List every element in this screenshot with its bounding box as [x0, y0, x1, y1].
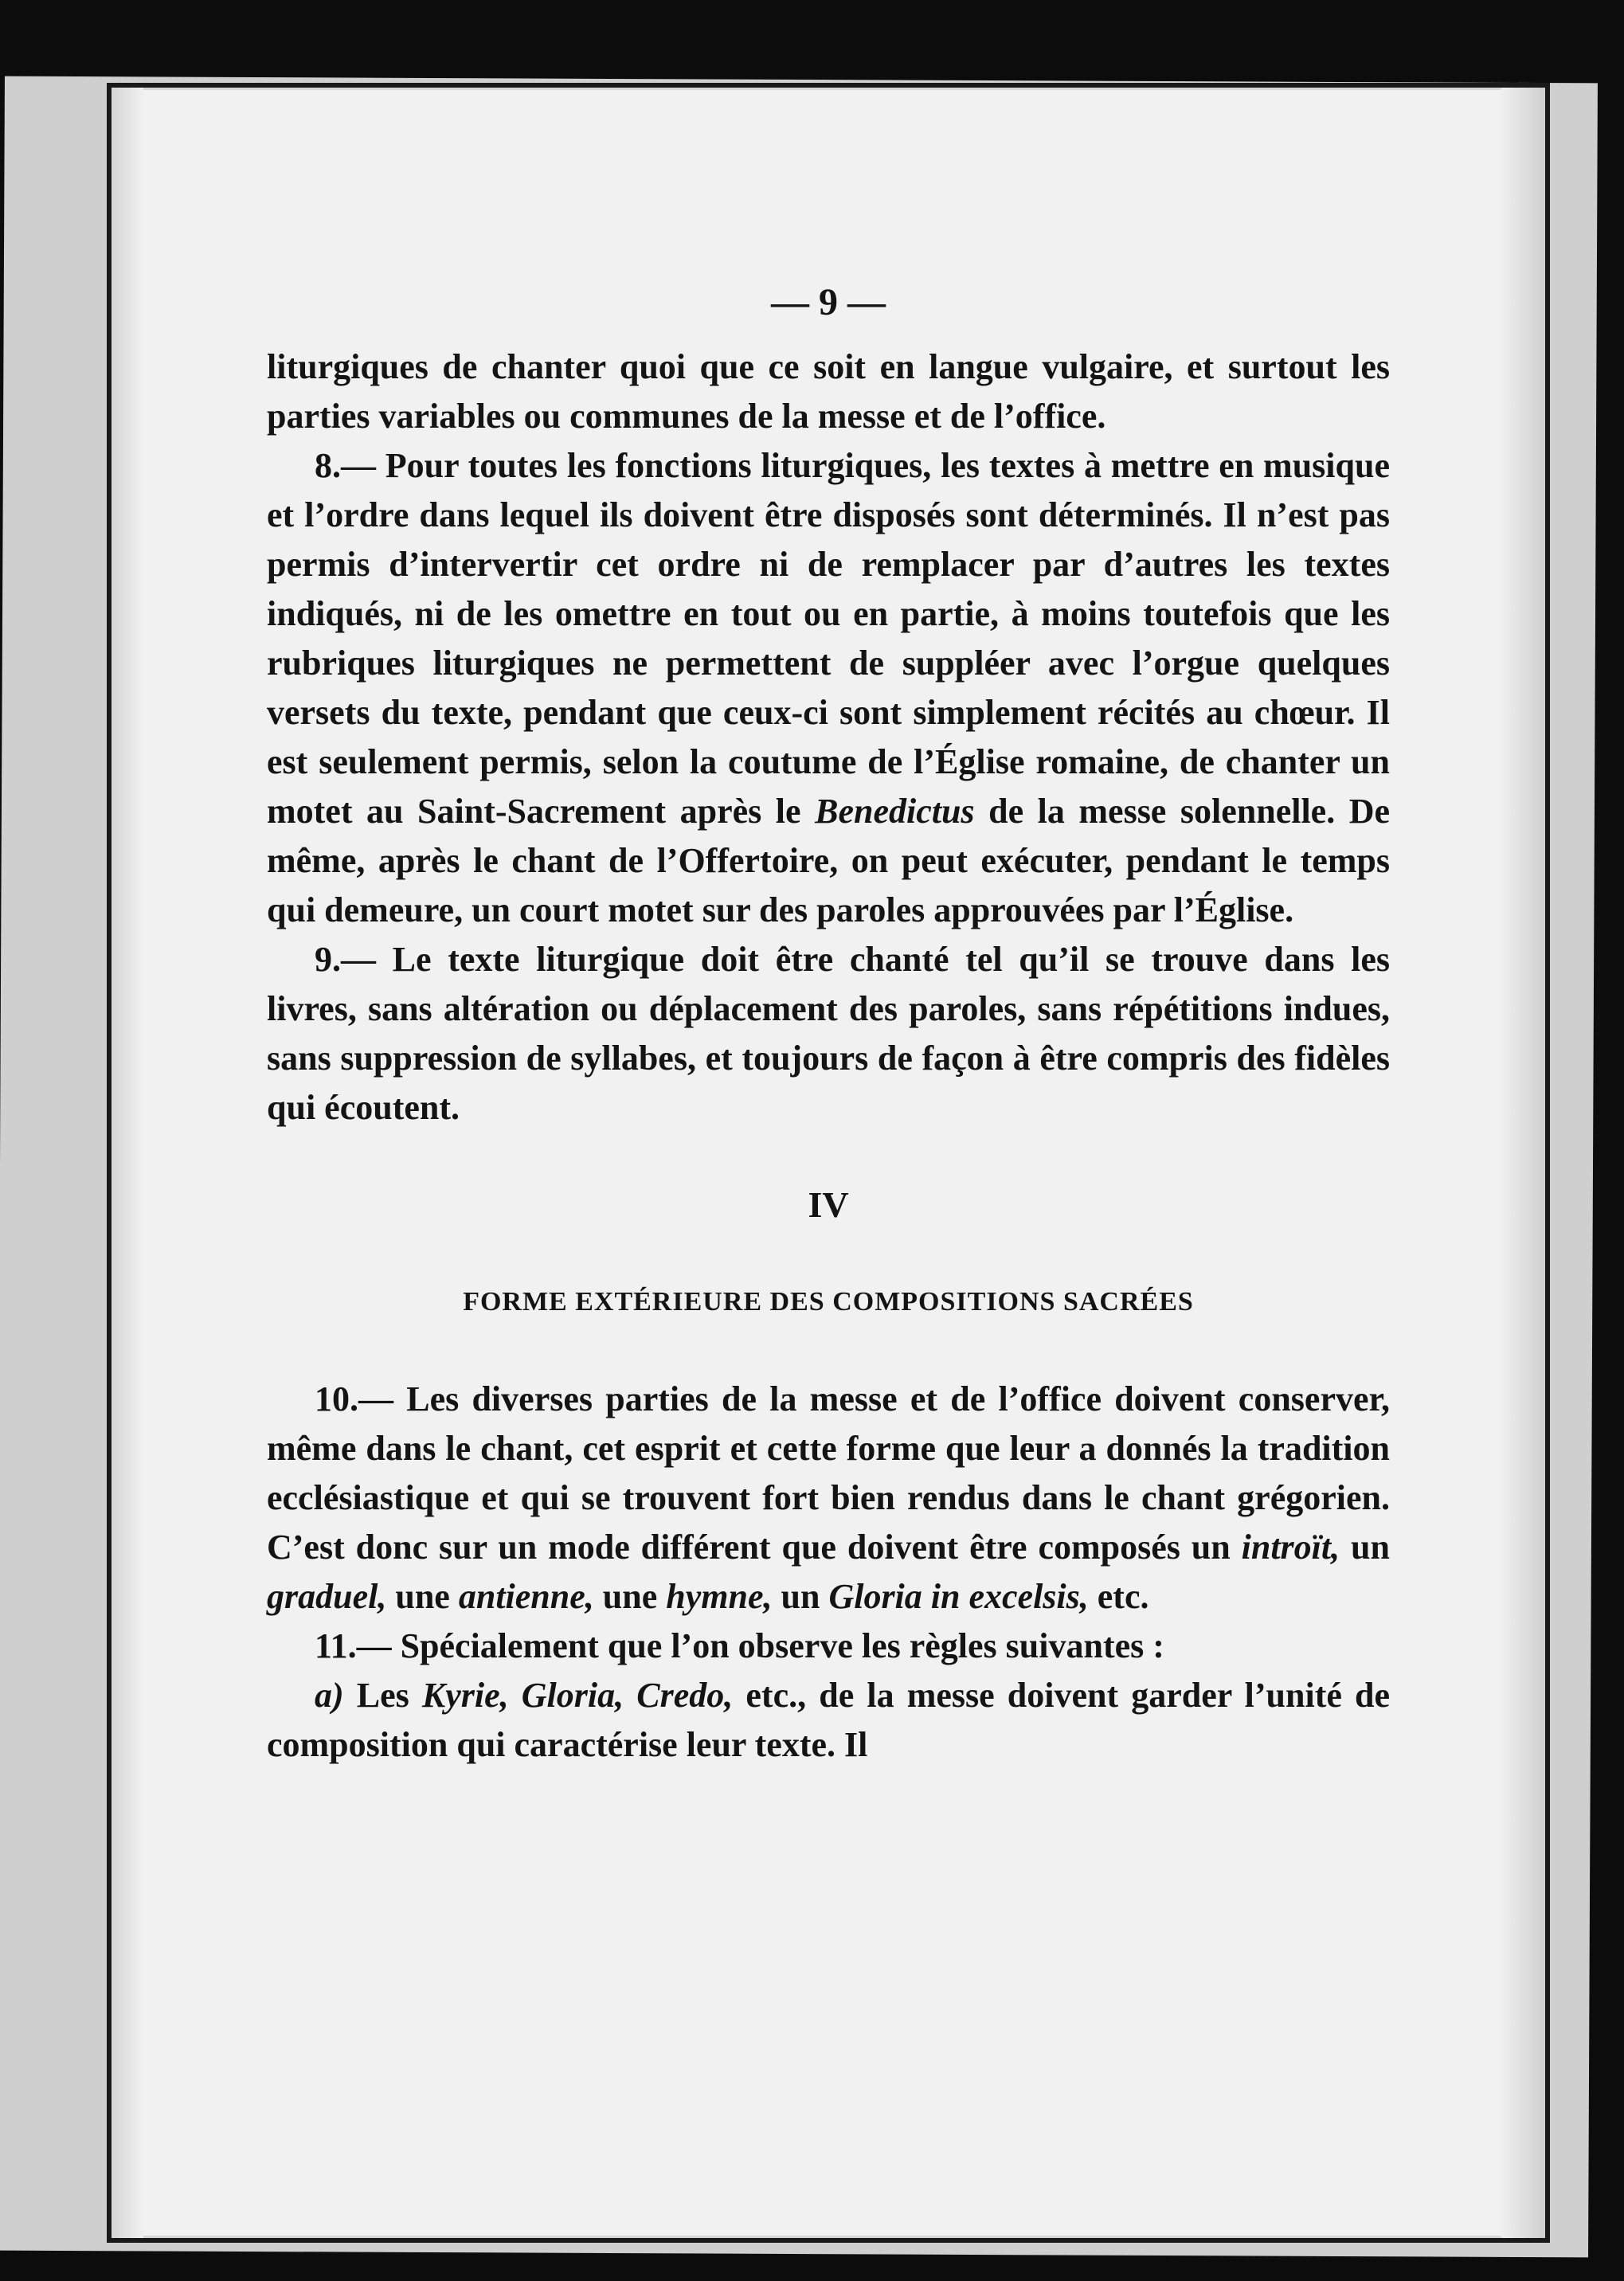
graduel-term: graduel,	[267, 1577, 387, 1616]
hymne-term: hymne,	[666, 1577, 773, 1616]
page-number: — 9 —	[771, 281, 886, 323]
paragraph-9: 9.— Le texte liturgique doit être chanté tel qu’il se trouve dans les livres, sans altération ou déplacement des paroles, sans répétitions indues, sans suppression de syllabes, et toujours de façon à être compris des fidèles qui écoutent.	[267, 940, 1390, 1127]
paragraph-8-end: de la messe solennelle. De même, après le chant de l’Offertoire, on peut exécuter, pendant le temps qui demeure, un court motet sur des paroles approuvées par l’Église.	[267, 792, 1391, 929]
paragraph-10-un1: un	[1351, 1528, 1390, 1567]
section-number: IV	[808, 1184, 849, 1225]
paragraph-8	[267, 441, 1390, 935]
item-a-terms: Kyrie, Gloria, Credo,	[421, 1676, 734, 1715]
paragraph-8-italic: Benedictus	[815, 792, 975, 831]
antienne-term: antienne,	[458, 1577, 594, 1616]
introit-term: introït,	[1241, 1528, 1340, 1567]
page	[112, 88, 1545, 2238]
paragraph-10-une1: une	[395, 1577, 450, 1616]
item-a-label: a)	[315, 1676, 344, 1715]
page-fold-right	[1501, 88, 1545, 2238]
paragraph-11a	[267, 1671, 1390, 1770]
section-title: FORME EXTÉRIEURE DES COMPOSITIONS SACRÉES	[463, 1287, 1194, 1317]
paragraph-10-un2: un	[781, 1577, 820, 1616]
page-text	[267, 279, 1390, 1770]
paragraph-10-text: 10.— Les diverses parties de la messe et de l’office doivent conserver, même dans le chant, cet esprit et cette forme que leur a donnés la tradition ecclésiastique et qui se trouvent fort bien rendus dans le chant grégorien. C’est donc sur un mode différent que doivent être composés un	[267, 1379, 1390, 1567]
intro-paragraph: liturgiques de chanter quoi que ce soit en langue vulgaire, et surtout les parties variables ou communes de la messe et de l’office.	[267, 347, 1390, 436]
item-a-les: Les	[356, 1676, 409, 1715]
page-fold-left	[112, 88, 143, 2238]
paragraph-10-une2: une	[602, 1577, 658, 1616]
paragraph-10	[267, 1375, 1390, 1622]
item-a-rest: etc., de la messe doivent garder l’unité de composition qui caractérise leur texte. Il	[267, 1676, 1390, 1764]
paragraph-8-text: 8.— Pour toutes les fonctions liturgiques, les textes à mettre en musique et l’ordre dans lequel ils doivent être disposés sont déterminés. Il n’est pas permis d’intervertir cet ordre ni de remplacer par d’autres les textes indiqués, ni de les omettre en tout ou en partie, à moins toutefois que les rubriques liturgiques ne permettent de suppléer avec l’orgue quelques versets du texte, pendant que ceux-ci sont simplement récités au chœur. Il est seulement permis, selon la coutume de l’Église romaine, de chanter un motet au Saint-Sacrement après le	[267, 446, 1390, 831]
gloria-term: Gloria in excelsis,	[828, 1577, 1089, 1616]
paragraph-10-etc: etc.	[1097, 1577, 1149, 1616]
paragraph-11: 11.— Spécialement que l’on observe les règles suivantes :	[315, 1626, 1164, 1665]
